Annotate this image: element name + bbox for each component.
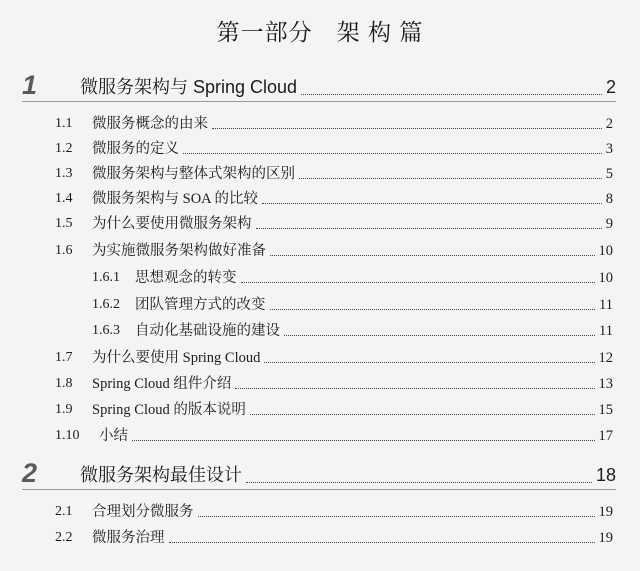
toc-entry[interactable] bbox=[55, 526, 613, 548]
page-number: 17 bbox=[598, 428, 613, 444]
page-number: 9 bbox=[605, 216, 613, 232]
toc-entry[interactable] bbox=[55, 162, 613, 184]
page-number: 2 bbox=[605, 116, 613, 132]
page-number: 13 bbox=[598, 376, 613, 392]
page-number: 19 bbox=[598, 504, 613, 520]
section-number: 1.6.3 bbox=[92, 323, 120, 338]
chapter-number: 1 bbox=[22, 70, 38, 100]
page-number: 11 bbox=[599, 297, 613, 313]
page-number: 19 bbox=[598, 530, 613, 546]
page-number: 15 bbox=[598, 402, 613, 418]
section-number: 1.6 bbox=[55, 243, 73, 258]
leader-dots bbox=[246, 481, 592, 483]
page-number: 18 bbox=[595, 465, 616, 485]
page-number: 5 bbox=[605, 166, 613, 182]
section-title: 微服务架构与 SOA 的比较 bbox=[92, 191, 258, 207]
chapter-entry[interactable] bbox=[22, 456, 616, 488]
leader-dots bbox=[235, 387, 594, 389]
section-title: 思想观念的转变 bbox=[135, 270, 237, 286]
section-title: 微服务概念的由来 bbox=[92, 116, 208, 132]
page-number: 8 bbox=[605, 191, 613, 207]
leader-dots bbox=[169, 541, 595, 543]
section-number: 1.7 bbox=[55, 350, 73, 365]
section-number: 1.3 bbox=[55, 166, 73, 181]
section-number: 1.9 bbox=[55, 402, 73, 417]
leader-dots bbox=[270, 308, 596, 310]
toc-entry[interactable] bbox=[55, 424, 613, 446]
section-number: 1.2 bbox=[55, 141, 73, 156]
leader-dots bbox=[212, 127, 602, 129]
section-title: 微服务的定义 bbox=[92, 141, 179, 157]
chapter-divider bbox=[22, 101, 616, 102]
toc-entry[interactable] bbox=[55, 398, 613, 420]
page-number: 10 bbox=[598, 243, 613, 259]
leader-dots bbox=[264, 361, 594, 363]
toc-entry[interactable] bbox=[55, 212, 613, 234]
section-number: 2.1 bbox=[55, 504, 73, 519]
section-title: 小结 bbox=[99, 428, 128, 444]
section-title: Spring Cloud 组件介绍 bbox=[92, 376, 232, 392]
part-title: 第一部分 架 构 篇 bbox=[216, 19, 424, 45]
toc-entry[interactable] bbox=[55, 239, 613, 261]
leader-dots bbox=[183, 152, 602, 154]
section-title: 为实施微服务架构做好准备 bbox=[92, 243, 266, 259]
page-number: 10 bbox=[598, 270, 613, 286]
section-number: 1.1 bbox=[55, 116, 73, 131]
section-number: 1.4 bbox=[55, 191, 73, 206]
section-title: Spring Cloud 的版本说明 bbox=[92, 402, 246, 418]
page-number: 3 bbox=[605, 141, 613, 157]
leader-dots bbox=[250, 413, 595, 415]
leader-dots bbox=[299, 177, 602, 179]
chapter-divider bbox=[22, 489, 616, 490]
section-title: 团队管理方式的改变 bbox=[135, 297, 266, 313]
leader-dots bbox=[256, 227, 602, 229]
toc-entry[interactable] bbox=[55, 137, 613, 159]
toc-entry[interactable] bbox=[92, 266, 613, 288]
leader-dots bbox=[241, 281, 595, 283]
section-title: 微服务架构与整体式架构的区别 bbox=[92, 166, 295, 182]
section-number: 1.8 bbox=[55, 376, 73, 391]
toc-entry[interactable] bbox=[55, 372, 613, 394]
section-number: 2.2 bbox=[55, 530, 73, 545]
toc-entry[interactable] bbox=[55, 500, 613, 522]
section-number: 1.6.2 bbox=[92, 297, 120, 312]
section-title: 为什么要使用 Spring Cloud bbox=[92, 350, 261, 366]
toc-entry[interactable] bbox=[92, 293, 613, 315]
toc-entry[interactable] bbox=[55, 112, 613, 134]
section-title: 合理划分微服务 bbox=[92, 504, 194, 520]
section-number: 1.10 bbox=[55, 428, 80, 443]
section-title: 微服务治理 bbox=[92, 530, 165, 546]
toc-entry[interactable] bbox=[55, 187, 613, 209]
chapter-number: 2 bbox=[22, 458, 38, 488]
section-title: 为什么要使用微服务架构 bbox=[92, 216, 252, 232]
chapter-entry[interactable] bbox=[22, 68, 616, 100]
toc-entry[interactable] bbox=[55, 346, 613, 368]
page-number: 12 bbox=[598, 350, 613, 366]
leader-dots bbox=[301, 93, 602, 95]
section-number: 1.6.1 bbox=[92, 270, 120, 285]
chapter-title: 微服务架构与 Spring Cloud bbox=[80, 77, 298, 97]
leader-dots bbox=[262, 202, 602, 204]
toc-entry[interactable] bbox=[92, 319, 613, 341]
page-number: 11 bbox=[599, 323, 613, 339]
section-title: 自动化基础设施的建设 bbox=[135, 323, 280, 339]
leader-dots bbox=[198, 515, 595, 517]
leader-dots bbox=[284, 334, 595, 336]
leader-dots bbox=[270, 254, 595, 256]
section-number: 1.5 bbox=[55, 216, 73, 231]
page-number: 2 bbox=[605, 77, 616, 97]
chapter-title: 微服务架构最佳设计 bbox=[80, 465, 242, 485]
leader-dots bbox=[132, 439, 595, 441]
